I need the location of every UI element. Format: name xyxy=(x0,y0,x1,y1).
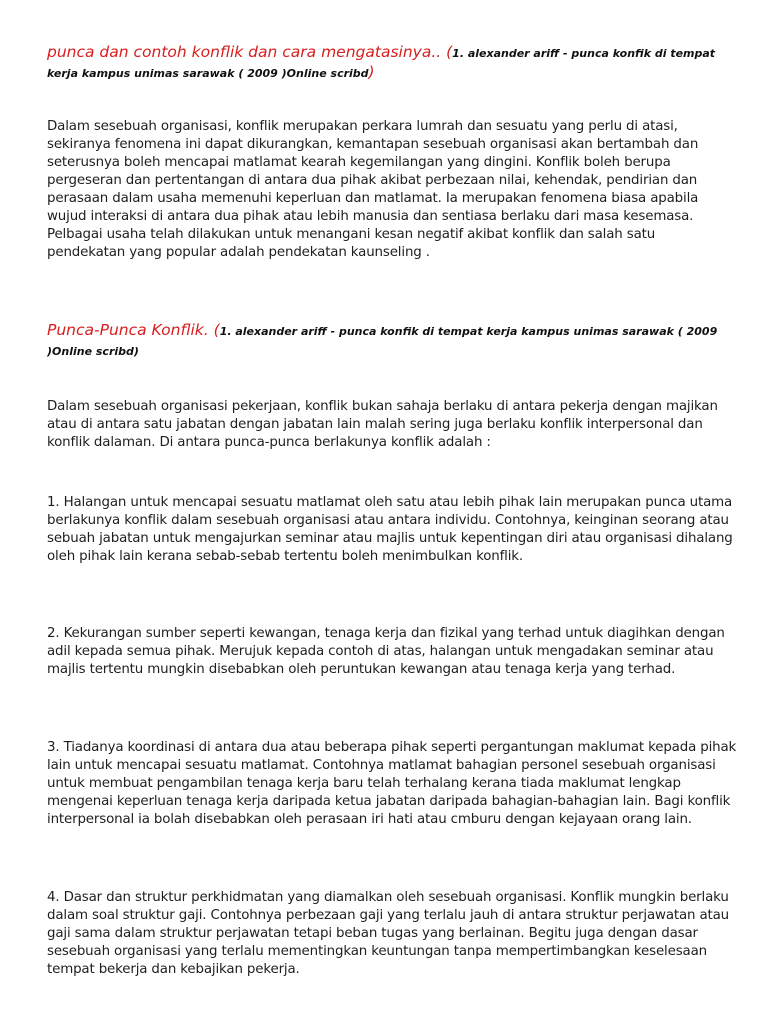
list-item-point-2: 2. Kekurangan sumber seperti kewangan, tenaga kerja dan fizikal yang terhad untuk diagihkan dengan adil kepada semua pihak. Merujuk kepada contoh di atas, halangan untuk mengadakan seminar atau majlis tertentu mungkin disebabkan oleh peruntukan kewangan atau tenaga kerja yang terhad. xyxy=(47,626,725,677)
heading-open-paren: ( xyxy=(446,43,453,61)
list-item-point-4: 4. Dasar dan struktur perkhidmatan yang diamalkan oleh sesebuah organisasi. Konflik mungkin berlaku dalam soal struktur gaji. Contohnya perbezaan gaji yang terlalu jauh di antara struktur perjawatan atau gaji sama dalam struktur perjawatan tetapi beban tugas yang berlainan. Begitu juga dengan dasar sesebuah organisasi yang terlalu mementingkan keuntungan tanpa mempertimbangkan keselesaan tempat bekerja dan kebajikan pekerja. xyxy=(47,890,730,977)
intro-paragraph: Dalam sesebuah organisasi, konflik merupakan perkara lumrah dan sesuatu yang perlu di atasi, sekiranya fenomena ini dapat dikurangkan, kemantapan sesebuah organisasi akan bertambah dan seterusnya boleh mencapai matlamat kearah kegemilangan yang dingini. Konflik boleh berupa pergeseran dan pertentangan di antara dua pihak akibat perbezaan nilai, kehendak, pendirian dan perasaan dalam usaha memenuhi keperluan dan matlamat. Ia merupakan fenomena biasa apabila wujud interaksi di antara dua pihak atau lebih manusia dan sentiasa berlaku dari masa kesemasa. Pelbagai usaha telah dilakukan untuk menangani kesan negatif akibat konflik dan salah satu pendekatan yang popular adalah pendekatan kaunseling . xyxy=(47,119,699,260)
heading-title: punca dan contoh konflik dan cara mengatasinya.. xyxy=(47,43,447,61)
section-heading-causes-examples xyxy=(47,43,727,83)
section-intro-paragraph: Dalam sesebuah organisasi pekerjaan, konflik bukan sahaja berlaku di antara pekerja dengan majikan atau di antara satu jabatan dengan jabatan lain malah sering juga berlaku konflik interpersonal dan konflik dalaman. Di antara punca-punca berlakunya konflik adalah : xyxy=(47,399,718,450)
heading-close-paren: ) xyxy=(368,63,375,81)
section-heading-causes xyxy=(47,321,727,361)
heading-open-paren: ( xyxy=(213,321,220,339)
list-item-point-1: 1. Halangan untuk mencapai sesuatu matlamat oleh satu atau lebih pihak lain merupakan punca utama berlakunya konflik dalam sesebuah organisasi atau antara individu. Contohnya, keinginan seorang atau sebuah jabatan untuk mengajurkan seminar atau majlis untuk kepentingan diri atau organisasi dihalang oleh pihak lain kerana sebab-sebab tertentu boleh menimbulkan konflik. xyxy=(47,495,733,564)
heading-title: Punca-Punca Konflik. xyxy=(47,321,214,339)
heading-citation: 1. alexander ariff - punca konfik di tempat kerja kampus unimas sarawak ( 2009 )Online scribd xyxy=(47,47,716,80)
heading-citation: 1. alexander ariff - punca konfik di tempat kerja kampus unimas sarawak ( 2009 )Online scribd) xyxy=(47,325,718,358)
list-item-point-3: 3. Tiadanya koordinasi di antara dua atau beberapa pihak seperti pergantungan maklumat kepada pihak lain untuk mencapai sesuatu matlamat. Contohnya matlamat bahagian personel sesebuah organisasi untuk membuat pengambilan tenaga kerja baru telah terhalang kerana tiada maklumat lengkap mengenai keperluan tenaga kerja daripada ketua jabatan daripada bahagian-bahagian lain. Bagi konflik interpersonal ia bolah disebabkan oleh perasaan iri hati atau cmburu dengan kejayaan orang lain. xyxy=(47,740,737,827)
